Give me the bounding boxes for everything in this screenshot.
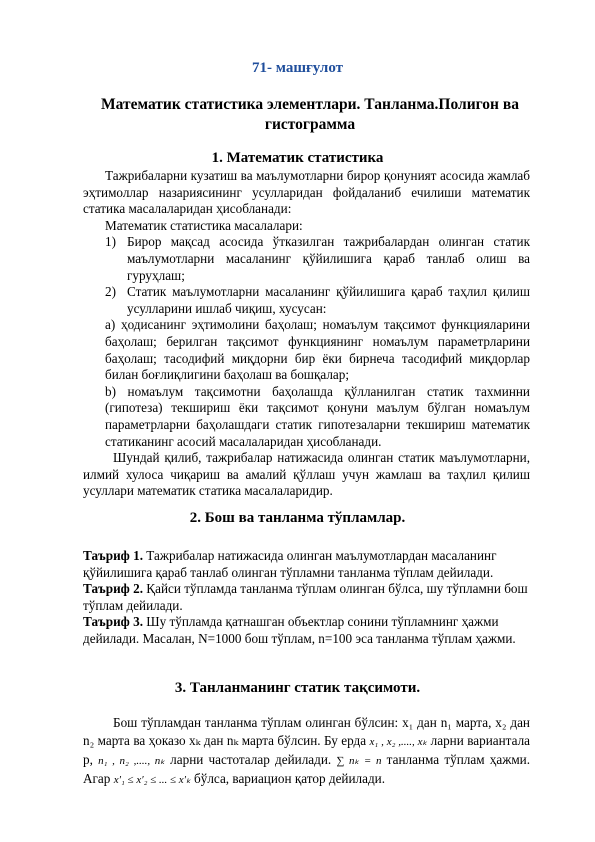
definition-2-label: Таъриф 2.: [83, 581, 143, 597]
section3-text: тўплам ҳажми. Агар: [83, 752, 531, 786]
section3-heading: 3. Танланманинг статик тақсимоти.: [174, 680, 421, 696]
section2-heading: 2. Бош ва танланма тўпламлар.: [189, 510, 406, 526]
section1-conclusion: Шундай қилиб, тажрибалар натижасида олинган статик маълумотларни, илмий хулоса чиқариш ва амалий қўллаш учун жамлаш ва таҳлил қилиш усуллари математик статика масалаларидир.: [83, 450, 530, 499]
section3-text: бўлса, вариацион қатор дейилади.: [190, 771, 386, 786]
section1-intro: Тажрибаларни кузатиш ва маълумотларни бирор қонуният асосида жамлаб эҳтимоллар назариясининг усулларидан фойдаланиб ечилиши математик статика масалаларидан ҳисобланади:: [83, 168, 530, 217]
section3-text: Бош тўпламдан танланма тўплам олинган бўлсин: x₁ дан n₁ марта, x₂ дан n₂ марта ва ҳоказо xₖ дан nₖ марта бўлсин. Бу ерда: [83, 715, 530, 748]
list-item-number: 2): [105, 284, 116, 300]
definition-1-text: Тажрибалар натижасида олинган маълумотлардан масаланинг қўйилишига қараб танлаб олинган тўпламни танланма тўплам дейилади.: [83, 548, 497, 580]
definition-3-text: Шу тўпламда қатнашган объектлар сонини тўпламнинг ҳажми дейилади. Масалан, N=1000 бош тўплам, n=100 эса танланма тўплам ҳажми.: [83, 614, 516, 646]
section3-paragraph: [83, 714, 530, 789]
section3-text: танланма: [381, 752, 440, 767]
definition-3: [83, 614, 530, 647]
definition-3-label: Таъриф 3.: [83, 614, 143, 630]
list-item: [83, 284, 530, 317]
section3-text: ларни: [427, 733, 464, 748]
list-item-text: Бирор мақсад асосида ўтказилган тажрибалардан олинган статик маълумотларни масаланинг қўйилишига қараб танлаб олиш ва гуруҳлаш;: [127, 234, 530, 283]
math-frequencies: n₁ , n₂ ,...., nₖ: [98, 755, 165, 767]
lesson-label: 71- машғулот: [251, 60, 344, 76]
list-item: [83, 234, 530, 284]
section3-text: вариантала р,: [83, 733, 531, 767]
section1-body: [83, 168, 530, 500]
section3-body: [83, 714, 530, 789]
definition-1: [83, 548, 530, 581]
sub-item-b: b) номаълум тақсимотни баҳолашда қўлланилган статик тахминни (гипотеза) текшириш ёки тақсимот қонуни маълум бўлган номаълум параметрларни баҳолашдаги статик гипотезаларни текшириш математик статиканинг асосий масалаларидан ҳисобланади.: [105, 383, 530, 449]
main-title: Математик статистика элементлари. Танланма.Полигон ва гистограмма: [101, 96, 519, 133]
list-item-number: 1): [105, 234, 116, 250]
math-order: x′₁ ≤ x′₂ ≤ ... ≤ x′ₖ: [113, 774, 191, 786]
math-variants: x₁ , x₂ ,...., xₖ: [369, 736, 428, 748]
section2-body: [83, 548, 530, 648]
section3-text: ларни частоталар дейилади.: [164, 752, 332, 767]
definition-2-text: Қайси тўпламда танланма тўплам олинган бўлса, шу тўпламни бош тўплам дейилади.: [83, 581, 528, 613]
definition-1-label: Таъриф 1.: [83, 548, 143, 563]
math-sum: ∑ nₖ = n: [336, 755, 382, 767]
section1-heading: 1. Математик статистика: [211, 150, 384, 166]
definition-2: [83, 581, 530, 614]
sub-item-a: a) ҳодисанинг эҳтимолини баҳолаш; номаълум тақсимот функцияларини баҳолаш; берилган тақсимот функциянинг номаълум параметрларини баҳолаш; тасодифий миқдорни бир ёки бирнеча тасодифий миқдорлар билан боғлиқлигини баҳолаш ва бошқалар;: [105, 317, 530, 383]
list-item-text: Статик маълумотларни масаланинг қўйилишига қараб таҳлил қилиш усулларини ишлаб чиқиш, хусусан:: [127, 284, 530, 316]
section1-tasks-label: Математик статистика масалалари:: [105, 217, 303, 233]
